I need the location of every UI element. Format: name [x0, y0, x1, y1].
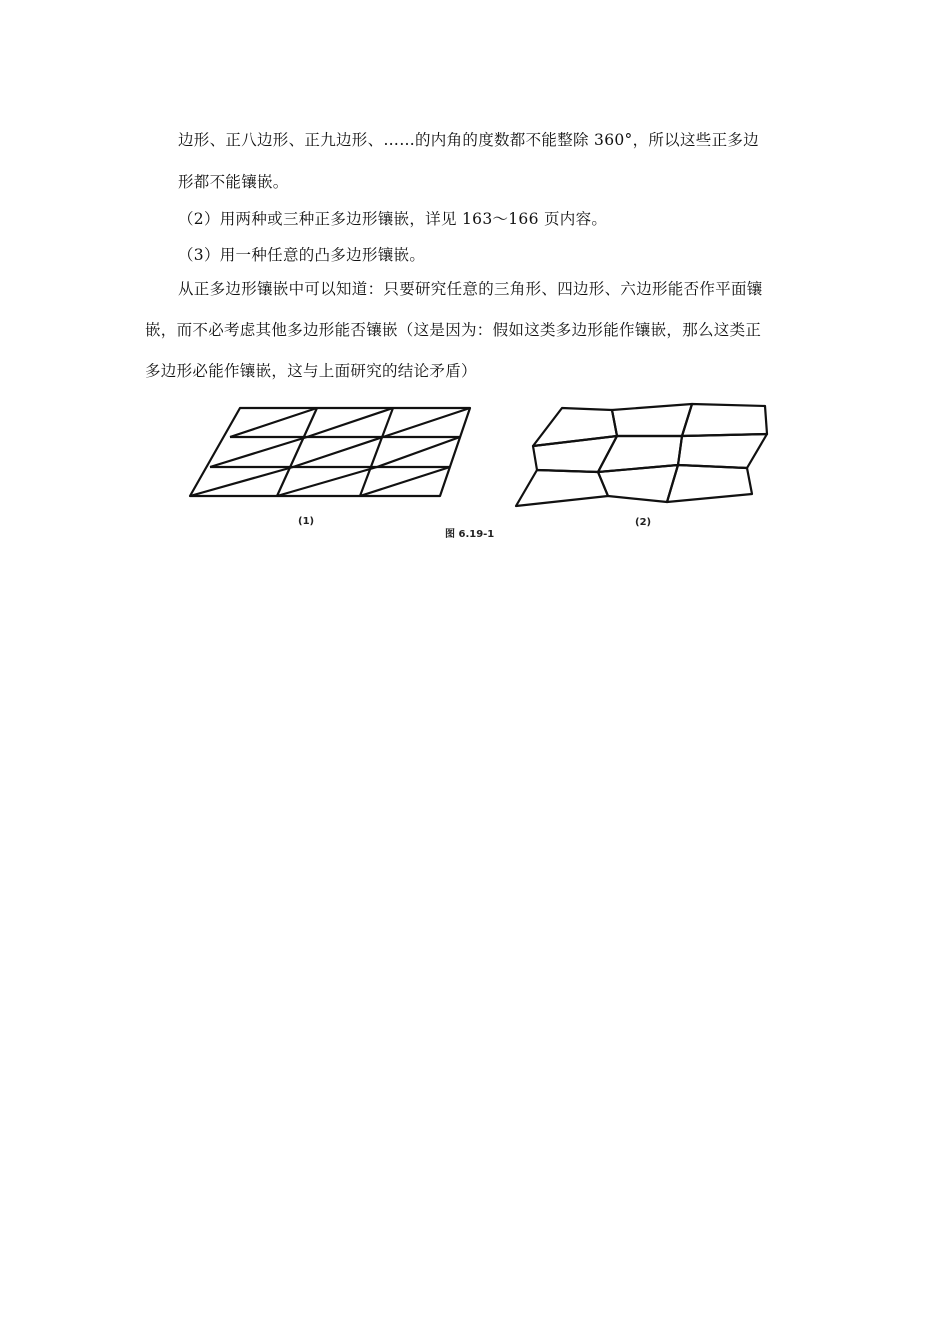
paragraph-line: 形都不能镶嵌。 — [178, 173, 289, 191]
paragraph-line: 从正多边形镶嵌中可以知道：只要研究任意的三角形、四边形、六边形能否作平面镶 — [178, 280, 763, 298]
triangle-tessellation — [190, 408, 470, 496]
figure-label-1: (1) — [298, 516, 315, 527]
figure-caption: 图 6.19-1 — [445, 529, 495, 540]
paragraph-line: 边形、正八边形、正九边形、……的内角的度数都不能整除 360°，所以这些正多边 — [178, 131, 759, 149]
tessellation-illustration — [180, 398, 780, 546]
paragraph-line: 多边形必能作镶嵌，这与上面研究的结论矛盾） — [145, 362, 477, 380]
paragraph-line: （3）用一种任意的凸多边形镶嵌。 — [178, 246, 426, 264]
figure-label-2: (2) — [635, 517, 652, 528]
quadrilateral-tessellation — [516, 404, 767, 506]
tessellation-figure — [180, 398, 780, 546]
paragraph-line: 嵌，而不必考虑其他多边形能否镶嵌（这是因为：假如这类多边形能作镶嵌，那么这类正 — [145, 321, 762, 339]
paragraph-line: （2）用两种或三种正多边形镶嵌，详见 163～166 页内容。 — [178, 210, 608, 228]
